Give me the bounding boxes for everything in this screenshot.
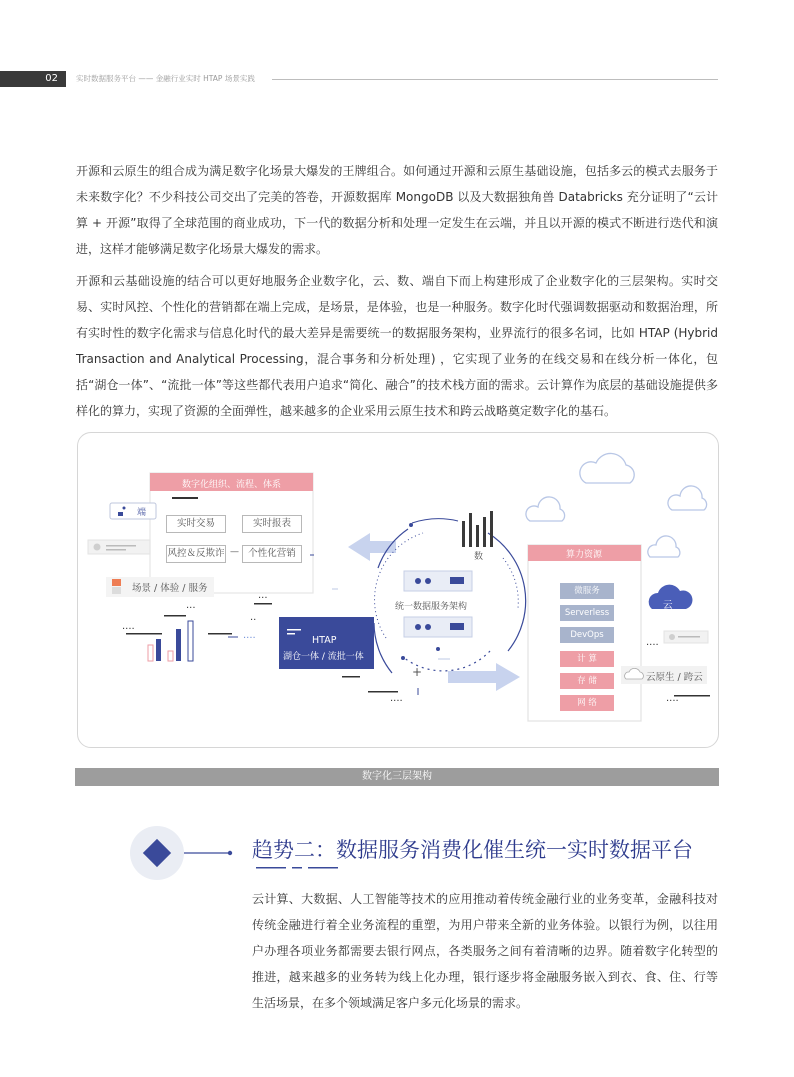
org-button-personalized-marketing: 个性化营销	[242, 545, 302, 563]
org-button-realtime-report: 实时报表	[242, 515, 302, 533]
svg-text:....: ....	[122, 621, 135, 632]
page-number: 02	[0, 71, 66, 87]
shu-label: 数	[474, 552, 484, 562]
compute-item-devops: DevOps	[560, 627, 614, 643]
running-title: 实时数据服务平台 —— 金融行业实时 HTAP 场景实践	[76, 74, 255, 83]
yun-label: 云	[663, 600, 673, 611]
svg-text:....: ....	[666, 693, 679, 704]
section-body: 云计算、大数据、人工智能等技术的应用推动着传统金融行业的业务变革，金融科技对传统金融进行着全业务流程的重塑，为用户带来全新的业务体验。以银行为例，以往用户办理各项业务都需要去银行网点，各类服务之间有着清晰的边界。随着数字化转型的推进，越来越多的业务转为线上化办理，银行逐步将金融服务嵌入到衣、食、住、行等生活场景，在多个领域满足客户多元化场景的需求。	[252, 892, 718, 1010]
arrow-right	[448, 663, 520, 691]
compute-item-serverless: Serverless	[560, 605, 614, 621]
data-bars	[462, 511, 493, 547]
org-button-risk-control: 风控＆反欺诈	[166, 545, 226, 563]
svg-text:...: ...	[186, 600, 196, 611]
svg-text:...: ...	[258, 590, 268, 601]
architecture-figure	[77, 432, 719, 748]
unified-label: 统一数据服务架构	[395, 602, 468, 612]
header-rule	[272, 79, 718, 80]
compute-item-network: 网 络	[560, 695, 614, 711]
section-title: 趋势二：数据服务消费化催生统一实时数据平台	[252, 838, 693, 862]
paragraph-1: 开源和云原生的组合成为满足数字化场景大爆发的王牌组合。如何通过开源和云原生基础设施，包括多云的模式去服务于未来数字化？不少科技公司交出了完美的答卷，开源数据库 MongoDB 以及大数据独角兽 Databricks 充分证明了“云计算 + 开源”取得了全球范围的商业成功，下一代的数据分析和处理一定发生在云端，并且以开源的模式不断进行迭代和演进，这样才能够满足数字化场景大爆发的需求。	[76, 164, 718, 256]
decor-clouds	[526, 453, 707, 557]
svg-text:..: ..	[250, 612, 257, 623]
org-dash: —	[230, 547, 239, 557]
svg-text:....: ....	[646, 637, 659, 648]
compute-item-storage: 存 储	[560, 673, 614, 689]
duan-label: 端	[137, 508, 147, 518]
svg-text:....: ....	[390, 693, 403, 704]
cloud-native-label: 云原生 / 跨云	[646, 672, 703, 683]
svg-text:....: ....	[243, 630, 256, 641]
unified-circles	[374, 519, 526, 673]
htap-sub-label: 湖仓一体 / 流批一体	[283, 652, 364, 662]
compute-item-compute: 计 算	[560, 651, 614, 667]
org-button-realtime-trade: 实时交易	[166, 515, 226, 533]
compute-title: 算力资源	[566, 550, 603, 560]
compute-item-microservice: 微服务	[560, 583, 614, 599]
scene-label: 场景 / 体验 / 服务	[132, 583, 208, 594]
htap-label: HTAP	[312, 635, 337, 646]
org-panel-title: 数字化组织、流程、体系	[182, 480, 282, 490]
paragraph-2: 开源和云基础设施的结合可以更好地服务企业数字化，云、数、端自下而上构建形成了企业数字化的三层架构。实时交易、实时风控、个性化的营销都在端上完成，是场景，是体验，也是一种服务。数字化时代强调数据驱动和数据治理，所有实时性的数字化需求与信息化时代的最大差异是需要统一的数据服务架构，业界流行的很多名词，比如 HTAP (Hybrid Transaction and Analytical Processing，混合事务和分析处理) ，它实现了业务的在线交易和在线分析一体化，包括“湖仓一体”、“流批一体”等这些都代表用户追求“简化、融合”的技术栈方面的需求。云计算作为底层的基础设施提供多样化的算力，实现了资源的全面弹性，越来越多的企业采用云原生技术和跨云战略奠定数字化的基石。	[76, 274, 718, 418]
figure-caption: 数字化三层架构	[75, 768, 719, 786]
plus-sign: +	[412, 665, 423, 679]
